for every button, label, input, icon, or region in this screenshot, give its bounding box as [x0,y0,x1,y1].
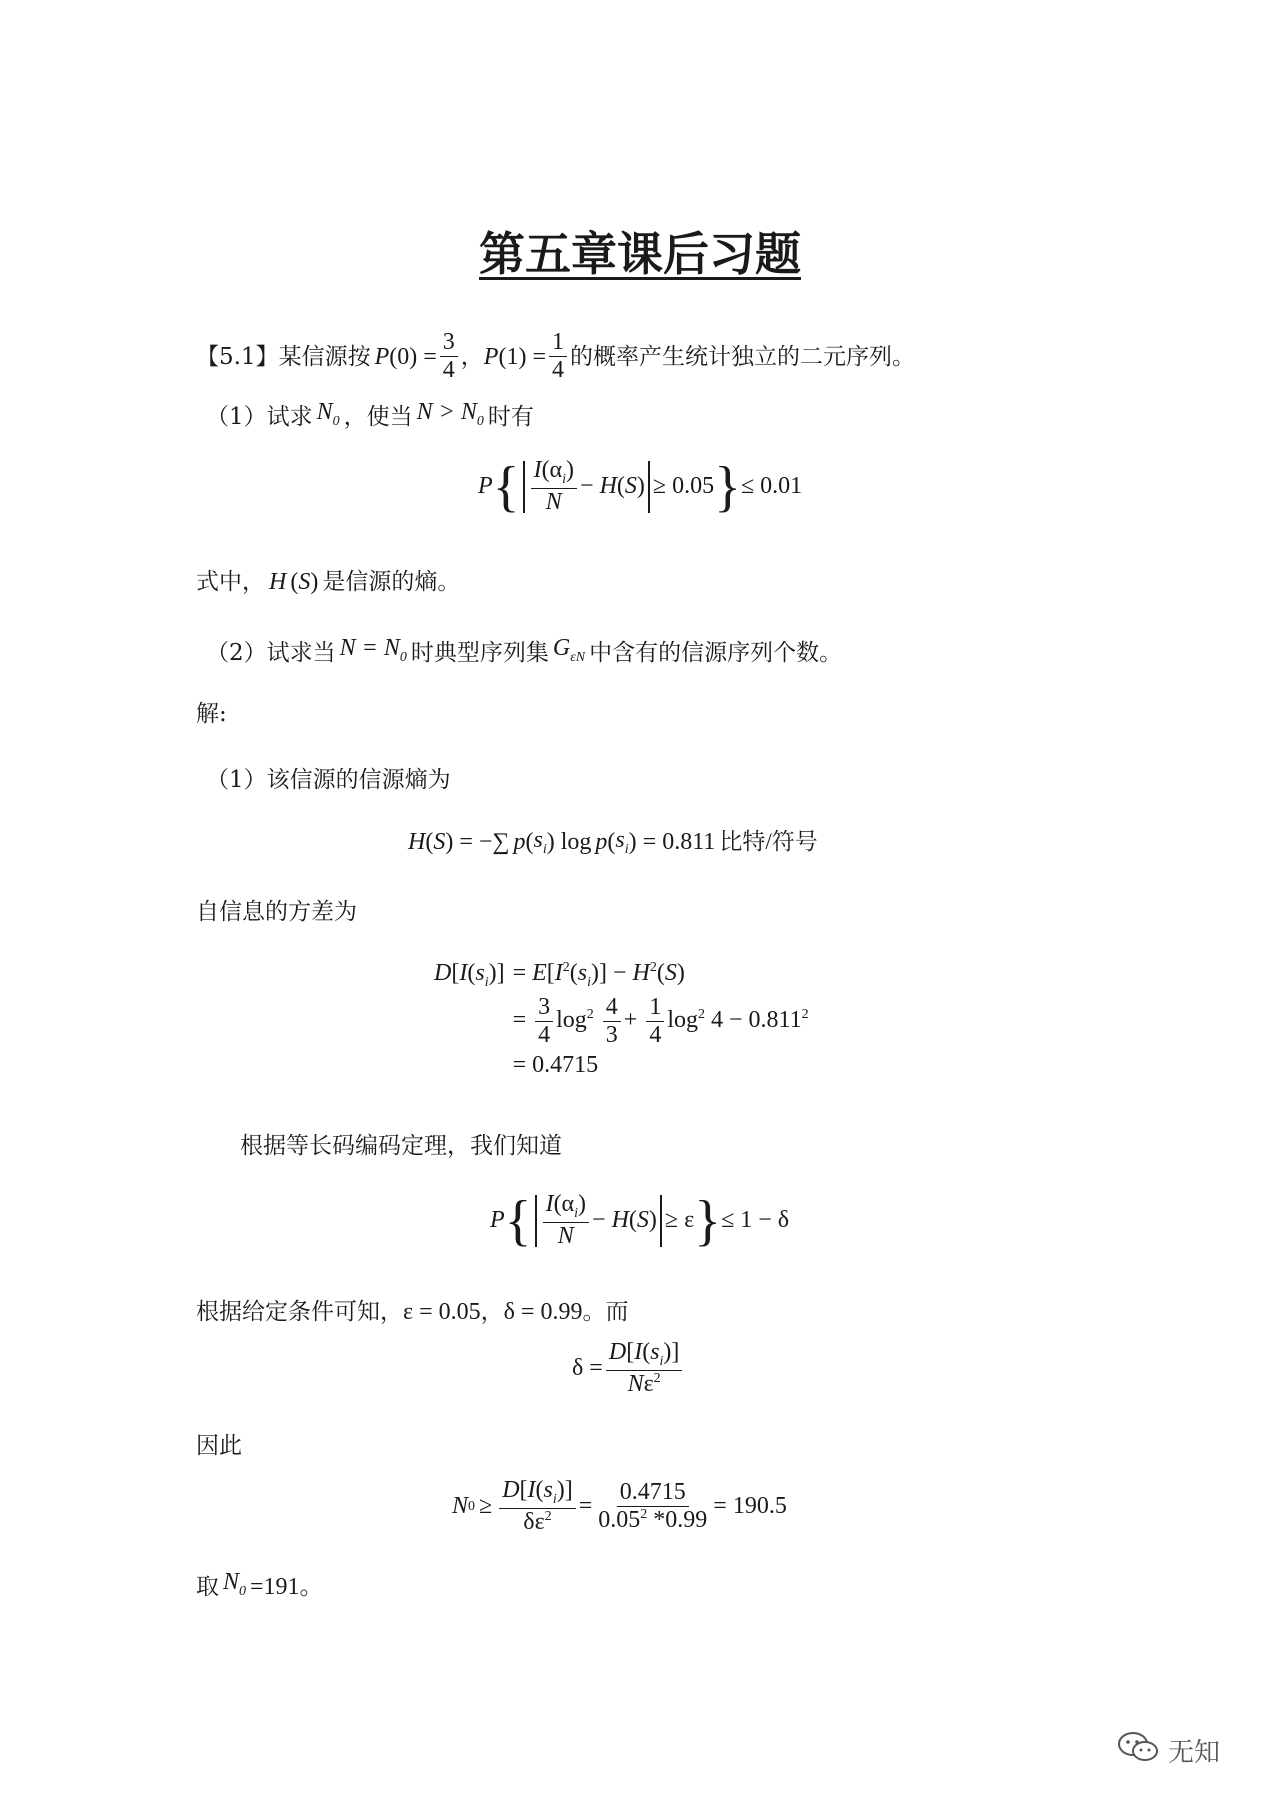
equation-delta: δ = $\frac{D[I(s_i)]}{N\varepsilon^2}$ [572,1340,685,1398]
equation-probability-bound: P { $\frac{I(\alpha_i)}{N}$ − H(S) ≥ 0.05 } ≤ 0.01 [478,455,803,518]
theorem-intro: 根据等长码编码定理，我们知道 [240,1133,562,1159]
intro-text-end: 的概率产生统计独立的二元序列。 [569,343,915,370]
q1-mid: ，使当 [343,403,413,430]
n0-result: = 190.5 [713,1493,787,1520]
entropy-note: 式中， H (S) 是信源的熵。 [196,566,460,598]
p0-denominator: 4 [442,357,455,384]
q2-prefix: （2）试求当 [206,639,336,666]
separator: ， [460,343,484,370]
entropy-value: = 0.811 [642,828,716,855]
eq1-threshold: ≥ 0.05 [652,473,715,500]
final-value: =191。 [250,1573,324,1600]
q2-suffix: 中含有的信源序列个数。 [589,639,843,666]
p1-numerator: 1 [549,330,567,357]
problem-tag: 【5.1】 [196,343,279,370]
n0-numerator: 0.4715 [617,1480,689,1507]
eq1-bound: ≤ 0.01 [740,473,803,500]
therefore-label: 因此 [196,1433,242,1459]
given-conditions [196,1296,628,1328]
problem-statement: 【5.1】 某信源按 P(0) = $\frac{3}{4}$ ， P(1) = $\frac{1}{4}$ 的概率产生统计独立的二元序列。 [196,329,915,384]
n0-denominator-a: 0.05 [598,1507,641,1534]
delta-value: δ = 0.99 [503,1299,583,1325]
final-answer: 取 $N_0$ =191。 [196,1566,324,1608]
solution-label: 解: [196,701,227,727]
q1-suffix: 时有 [487,403,534,430]
p1-denominator: 4 [551,357,564,384]
q2-mid: 时典型序列集 [410,639,549,666]
note-suffix: 是信源的熵。 [322,569,461,595]
equation-coding-theorem: P { $\frac{I(\alpha_i)}{N}$ − H(S) ≥ ε } ≤ 1 − δ [490,1189,790,1252]
note-prefix: 式中， [196,569,265,595]
variance-result: = 0.4715 [512,1052,599,1079]
given-suffix: 。而 [582,1299,629,1325]
question-2: （2）试求当 $N = N_0$ 时典型序列集 $G_{\varepsilon N}$ 中含有的信源序列个数。 [206,632,842,674]
given-sep: ， [480,1299,504,1325]
question-1: （1）试求 $N_0$ ，使当 $N > N_0$ 时有 [206,396,534,438]
watermark [1116,1730,1220,1771]
variance-intro: 自信息的方差为 [196,899,357,925]
watermark-text: 无知 [1167,1738,1220,1768]
q1-prefix: （1）试求 [206,403,313,430]
equation-n0: N 0 ≥ $\frac{D[I(s_i)]}{\delta\varepsilon^2}$ = $\frac{0.4715}{0.05^2 *0.99}$ = 190.5 [452,1477,787,1536]
n0-denominator-b: *0.99 [647,1507,708,1534]
intro-text: 某信源按 [278,343,371,370]
epsilon-value: ε = 0.05 [403,1299,481,1325]
theorem-bound: ≤ 1 − δ [721,1207,790,1234]
given-prefix: 根据给定条件可知， [196,1299,403,1325]
page-title: 第五章课后习题 [479,227,801,281]
equation-entropy: H ( S ) = −∑ p ( $s_i$ ) log p ( $s_i$ ) = 0.811 比特/符号 [408,826,818,857]
entropy-unit: 比特/符号 [719,829,818,854]
solution-step-1: （1）该信源的信源熵为 [206,767,451,793]
theorem-epsilon: ≥ ε [664,1207,695,1234]
wechat-icon [1116,1730,1160,1771]
equation-variance: $D[I(s_i)]$ = $E[I^2(s_i)] - H^2(S)$ = $\frac{3}{4}$ $\log^2$ $\frac{4}{3}$ + $\frac{1}{4}$ $\log^2 4 - 0.811^2$ = 0.4715 [430,958,813,1081]
final-prefix: 取 [196,1573,219,1600]
p0-numerator: 3 [440,330,458,357]
